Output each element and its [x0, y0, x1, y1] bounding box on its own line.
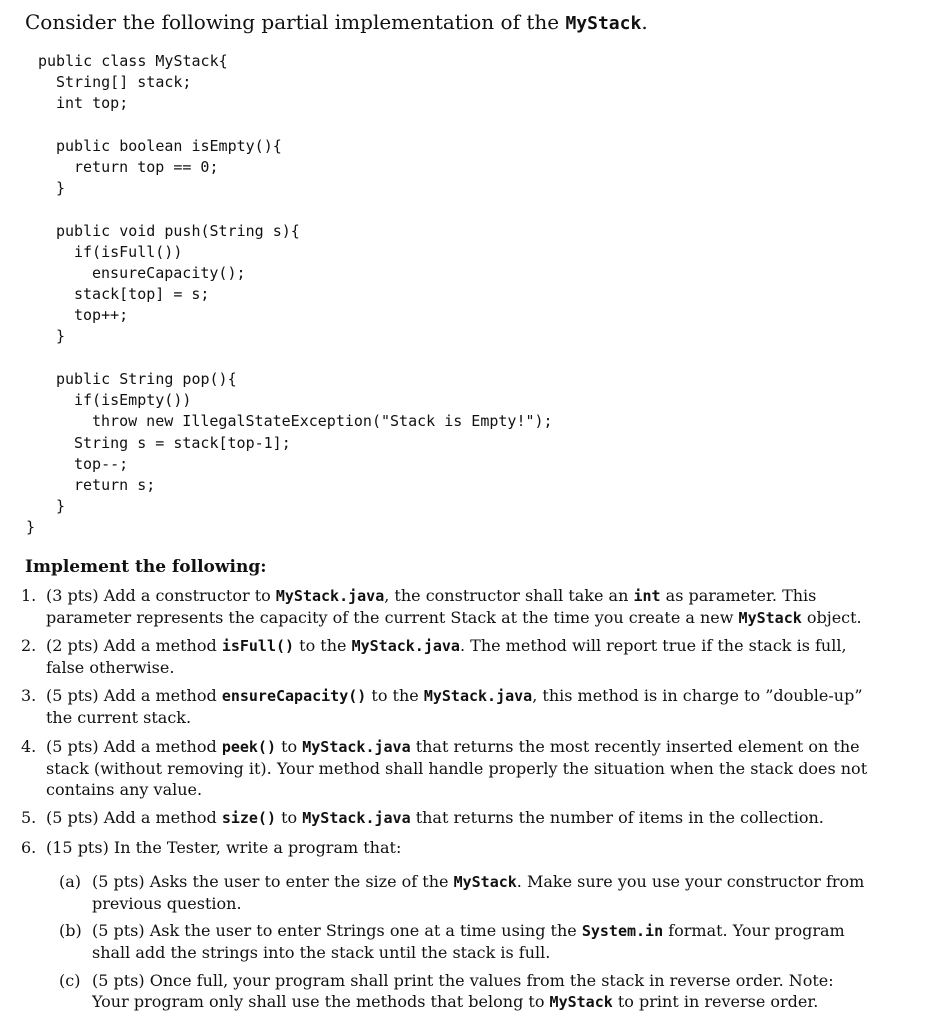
item-code: MyStack.java [423, 687, 533, 705]
item-code: MyStack.java [302, 738, 411, 756]
item-text: to [276, 808, 303, 827]
code-line: int top; [56, 94, 129, 112]
sub-item-code: MyStack [549, 993, 613, 1011]
item-number: 1. [21, 586, 37, 605]
list-item [21, 807, 881, 829]
item-code: size() [221, 809, 276, 827]
item-text: , the constructor shall take an [384, 586, 634, 605]
code-line: top++; [74, 306, 129, 324]
item-text: (5 pts) Add a method [46, 737, 222, 756]
code-line: } [56, 179, 66, 197]
code-line: } [56, 497, 66, 515]
list-item [21, 585, 881, 629]
item-number: 4. [21, 737, 37, 756]
sub-item-text: . Make sure you use your constructor from previous question. [92, 872, 865, 913]
sub-item-text: (5 pts) Once full, your program shall print the values from the stack in reverse order. Note: Your program only shall use the methods that belong to [92, 971, 834, 1011]
intro-class-name: MyStack [565, 13, 642, 34]
code-line: if(isEmpty()) [74, 391, 192, 409]
item-text: (2 pts) Add a method [46, 636, 222, 655]
sub-item-text: (5 pts) Ask the user to enter Strings one at a time using the [92, 921, 582, 940]
sub-item-label: (a) [59, 872, 82, 891]
item-number: 5. [21, 808, 37, 827]
sub-list-item [59, 970, 869, 1013]
code-line: throw new IllegalStateException("Stack is Empty!"); [92, 412, 553, 430]
item-code: MyStack.java [275, 587, 385, 605]
item-number: 2. [21, 636, 37, 655]
code-line: if(isFull()) [74, 243, 183, 261]
item-code: MyStack.java [302, 809, 411, 827]
code-line: top--; [74, 455, 129, 473]
item-text: as parameter. This parameter represents the capacity of the current Stack at the time you create a new [46, 586, 817, 627]
item-code: MyStack [738, 609, 802, 627]
sub-item-text: to print in reverse order. [612, 992, 819, 1011]
item-text: that returns the most recently inserted element on the stack (without removing it). Your method shall handle properly the situation when the stack does not contains any value. [46, 737, 868, 799]
item-number: 3. [21, 686, 37, 705]
item-code: int [633, 587, 661, 605]
item-text: (15 pts) In the Tester, write a program that: [46, 838, 402, 857]
item-text: , this method is in charge to ”double-up” the current stack. [46, 686, 863, 727]
sub-list-item [59, 871, 869, 914]
code-line: return s; [74, 476, 156, 494]
item-text: (5 pts) Add a method [46, 808, 222, 827]
code-line: stack[top] = s; [74, 285, 210, 303]
code-line: return top == 0; [74, 158, 219, 176]
section-heading: Implement the following: [25, 557, 267, 577]
code-line: String s = stack[top-1]; [74, 434, 291, 452]
list-item [21, 837, 881, 858]
item-text: to [276, 737, 303, 756]
sub-item-code: MyStack [453, 873, 517, 891]
item-text: to the [294, 636, 352, 655]
item-text: to the [366, 686, 424, 705]
code-line: public void push(String s){ [56, 222, 300, 240]
sub-item-label: (b) [59, 921, 82, 940]
item-number: 6. [21, 838, 37, 857]
item-text: (3 pts) Add a constructor to [46, 586, 276, 605]
code-line: } [56, 327, 66, 345]
intro-period: . [641, 10, 648, 34]
list-item [21, 736, 881, 800]
sub-list-item [59, 920, 869, 963]
item-text: . The method will report true if the stack is full, false otherwise. [46, 636, 847, 677]
sub-item-text: (5 pts) Asks the user to enter the size of the [92, 872, 454, 891]
item-code: MyStack.java [351, 637, 460, 655]
item-text: that returns the number of items in the collection. [410, 808, 824, 827]
list-item [21, 635, 881, 678]
item-text: object. [801, 608, 862, 627]
list-item [21, 685, 881, 728]
code-line: ensureCapacity(); [92, 264, 246, 282]
code-line: String[] stack; [56, 73, 192, 91]
intro-sentence [25, 8, 648, 38]
code-line: public boolean isEmpty(){ [56, 137, 282, 155]
sub-item-code: System.in [581, 922, 664, 940]
sub-item-label: (c) [59, 971, 81, 990]
item-code: ensureCapacity() [221, 687, 367, 705]
item-code: peek() [221, 738, 276, 756]
code-line: public String pop(){ [56, 370, 237, 388]
item-code: isFull() [221, 637, 295, 655]
code-line: } [26, 518, 36, 536]
item-text: (5 pts) Add a method [46, 686, 222, 705]
sub-item-text: format. Your program shall add the strings into the stack until the stack is full. [92, 921, 845, 962]
code-line: public class MyStack{ [38, 52, 228, 70]
intro-text: Consider the following partial implementation of the [25, 10, 566, 34]
